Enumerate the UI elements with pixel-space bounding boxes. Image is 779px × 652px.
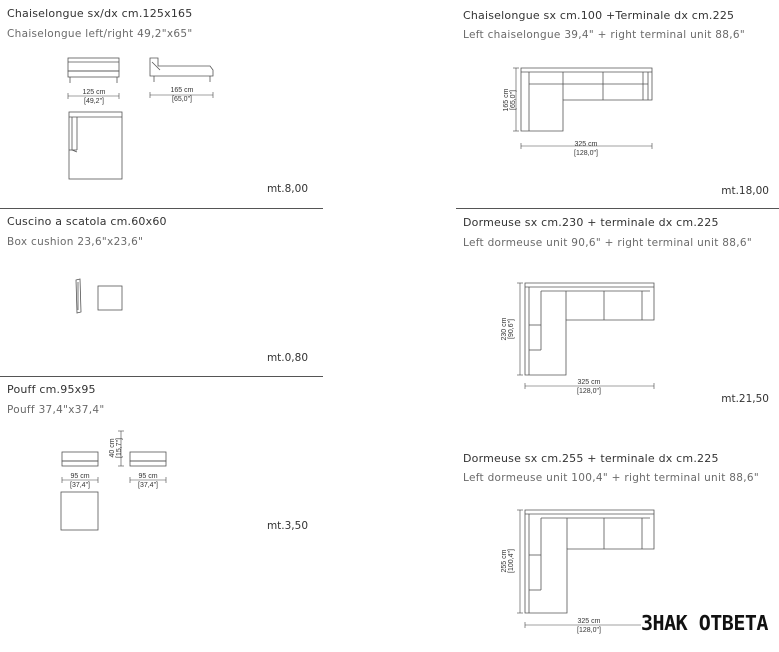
dim-label: 125 cm (82, 89, 106, 96)
section-title-pouff: Pouff cm.95x95 (7, 383, 96, 396)
dim-label: [37,4"] (138, 482, 158, 489)
chaiselongue-side-drawing (150, 58, 213, 82)
dim-label: [15,7"] (116, 438, 123, 458)
dim-label: [65,0"] (510, 90, 517, 110)
dim-label: [37,4"] (70, 482, 90, 489)
price-chaiselongue: mt.8,00 (266, 183, 308, 195)
dim-label: 95 cm (138, 473, 158, 480)
dim-label: [100,4"] (508, 549, 515, 573)
dim-label: 325 cm (577, 379, 601, 386)
dim-label: [128,0"] (574, 150, 598, 157)
pouff-front-drawing (62, 452, 98, 466)
dim-label: 325 cm (577, 618, 601, 625)
section-subtitle-pouff: Pouff 37,4"x37,4" (7, 404, 105, 416)
section-subtitle-cushion: Box cushion 23,6"x23,6" (7, 236, 144, 248)
section-subtitle-chaise-terminal: Left chaiselongue 39,4" + right terminal unit 88,6" (463, 29, 745, 41)
dormeuse-255-drawing (525, 510, 654, 613)
dim-label: 165 cm (170, 87, 194, 94)
section-title-dormeuse-230: Dormeuse sx cm.230 + terminale dx cm.225 (463, 216, 719, 229)
dim-label: [49,2"] (84, 98, 104, 105)
section-subtitle-dormeuse-255: Left dormeuse unit 100,4" + right terminal unit 88,6" (463, 472, 759, 484)
price-cushion: mt.0,80 (266, 352, 308, 364)
price-dormeuse-230: mt.21,50 (721, 393, 769, 405)
dim-label: 230 cm (501, 317, 508, 341)
chaise-terminal-drawing (521, 68, 652, 131)
section-title-dormeuse-255: Dormeuse sx cm.255 + terminale dx cm.225 (463, 452, 719, 465)
section-title-chaise-terminal: Chaiselongue sx cm.100 +Terminale dx cm.225 (463, 9, 735, 22)
watermark: ЗНАК ОТВЕТА (641, 609, 771, 637)
section-subtitle-dormeuse-230: Left dormeuse unit 90,6" + right terminal unit 88,6" (463, 237, 752, 249)
section-title-cushion: Cuscino a scatola cm.60x60 (7, 215, 167, 228)
section-subtitle-chaiselongue: Chaiselongue left/right 49,2"x65" (7, 28, 193, 40)
dim-label: 40 cm (109, 438, 116, 458)
price-chaise-terminal: mt.18,00 (721, 185, 769, 197)
chaiselongue-top-drawing (69, 112, 122, 179)
section-title-chaiselongue: Chaiselongue sx/dx cm.125x165 (7, 7, 193, 20)
chaiselongue-front-drawing (68, 58, 119, 83)
pouff-side-drawing (130, 452, 166, 466)
pouff-top-drawing (61, 492, 98, 530)
dim-label: [65,0"] (172, 96, 192, 103)
dormeuse-230-drawing (525, 283, 654, 375)
dim-label: 255 cm (501, 549, 508, 573)
dim-label: 95 cm (70, 473, 90, 480)
dim-label: 165 cm (503, 88, 510, 112)
dim-label: [128,0"] (577, 627, 601, 634)
dim-label: [90,6"] (508, 319, 515, 339)
cushion-drawing (76, 279, 122, 313)
price-pouff: mt.3,50 (266, 520, 308, 532)
dim-label: [128,0"] (577, 388, 601, 395)
dim-label: 325 cm (574, 141, 598, 148)
